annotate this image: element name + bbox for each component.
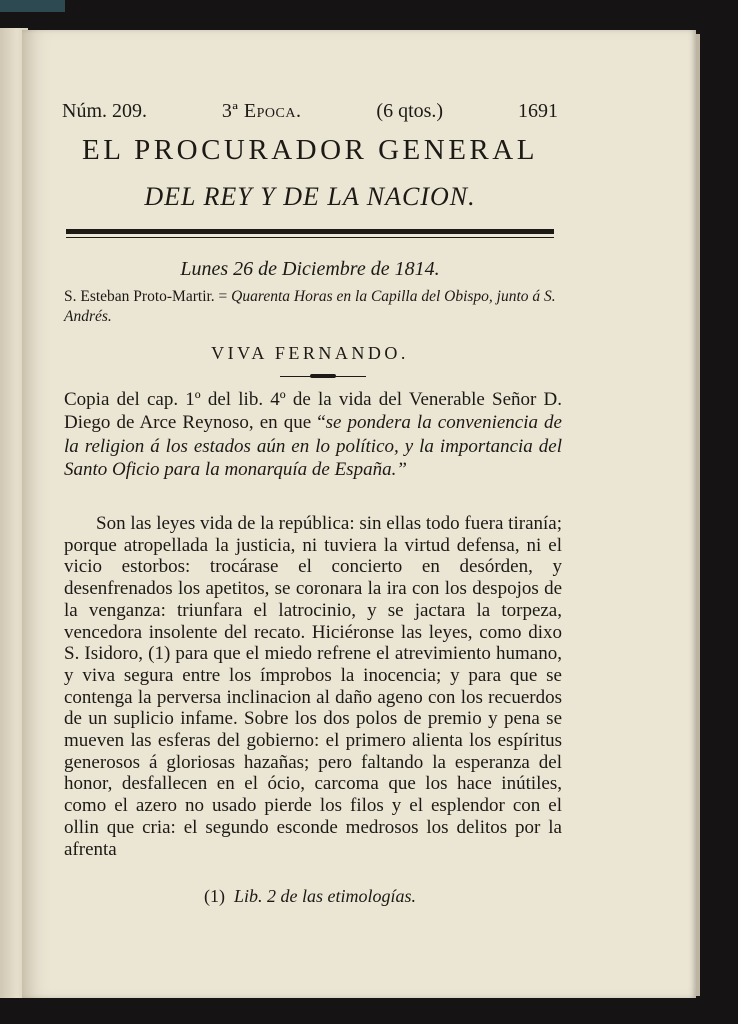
saint-note: Quarenta Horas en la Capilla del Obispo, junto á S. Andrés. xyxy=(64,288,556,325)
footnote-marker: (1) xyxy=(203,886,225,906)
ornament-divider xyxy=(280,374,366,380)
background-strip xyxy=(0,0,65,12)
footnote xyxy=(58,886,562,907)
intro-roman: Copia del cap. 1º del lib. 4º de la vida del Venerable Señor D. Diego de Arce Reynoso, en que “ xyxy=(64,389,562,434)
newspaper-title: EL PROCURADOR GENERAL xyxy=(82,134,538,166)
quires-label: (6 qtos.) xyxy=(376,100,444,122)
intro-italic: se pondera la conveniencia de la religion á los estados aún en lo político, y la importancia del Santo Oficio para la monarquía de España.” xyxy=(64,412,562,480)
newspaper-page xyxy=(22,30,696,998)
issue-number: Núm. 209. xyxy=(62,100,147,122)
article-intro xyxy=(64,388,562,481)
right-page-edge xyxy=(696,34,700,996)
saint-name: S. Esteban Proto-Martir. = xyxy=(64,288,232,305)
newspaper-subtitle: DEL REY Y DE LA NACION. xyxy=(144,182,476,211)
article-body: Son las leyes vida de la república: sin ellas todo fuera tiranía; porque atropellada la justicia, ni tuviera la virtud defensa, ni el vicio estorbos: trocárase el concierto en desórden, y desenfrenados los apetitos, se coronara la ira con los despojos de la venganza: triunfara el latrocinio, y se jactara la torpeza, vencedora insolente del recato. Hiciéronse las leyes, como dixo S. Isidoro, (1) para que el miedo refrene el atrevimiento humano, y viva segura entre los ímprobos la inocencia; y para que se contenga la perversa inclinacion al daño ageno con los recuerdos de un suplicio infame. Sobre los dos polos de premio y pena se mueven las esferas del gobierno: el primero alienta los espíritus generosos á gloriosas hazañas; pero faltando la esperanza del honor, desfallecen en el ócio, carcoma que los hace inútiles, como el azero no usado pierde los filos y el esplendor con el ollin que cria: el segundo esconde medrosos los delitos por la afrenta xyxy=(64,513,562,860)
page-number: 1691 xyxy=(517,100,558,122)
issue-date: Lunes 26 de Diciembre de 1814. xyxy=(180,258,440,280)
title-rule-thick xyxy=(66,229,554,234)
saint-of-day xyxy=(64,287,560,327)
motto: VIVA FERNANDO. xyxy=(211,343,409,363)
footnote-text: Lib. 2 de las etimologías. xyxy=(233,886,416,906)
title-rule-thin xyxy=(66,237,554,238)
masthead-info xyxy=(62,100,558,128)
epoch-label: 3ª Epoca. xyxy=(221,100,302,122)
